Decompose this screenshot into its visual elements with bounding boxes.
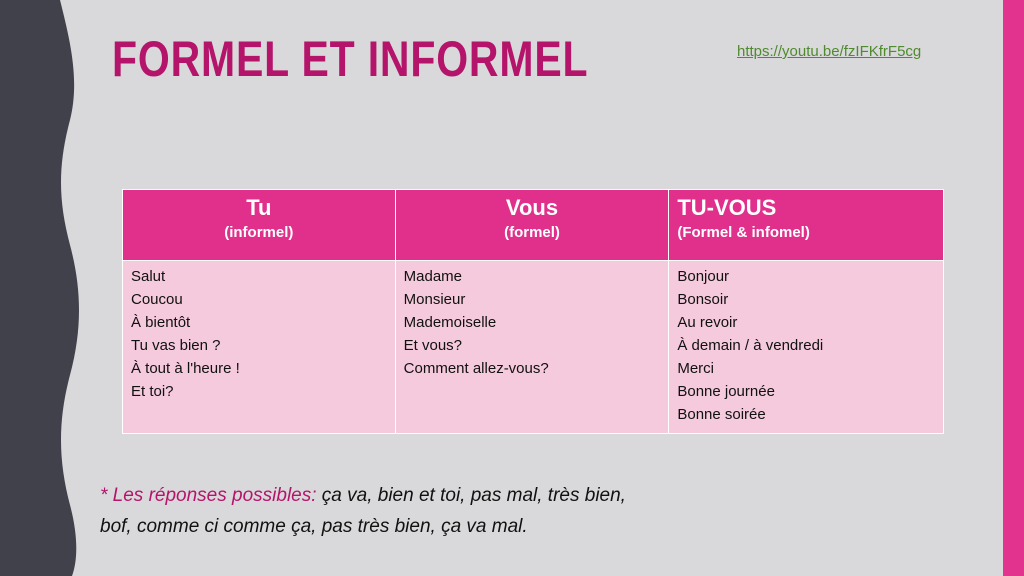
list-item: Bonjour xyxy=(677,268,730,285)
list-item: Bonne journée xyxy=(677,383,775,400)
slide-title: FORMEL ET INFORMEL xyxy=(112,31,589,87)
header-vous-subtitle: (formel) xyxy=(504,224,560,241)
header-tu-vous-subtitle: (Formel & infomel) xyxy=(677,224,810,241)
accent-bar xyxy=(1003,0,1024,576)
list-item: Comment allez-vous? xyxy=(403,360,549,377)
list-item: Madame xyxy=(403,268,463,285)
list-item: À bientôt xyxy=(131,314,191,331)
header-tu-vous-title: TU-VOUS xyxy=(677,195,777,220)
table-row xyxy=(123,261,944,434)
list-item: À tout à l'heure ! xyxy=(131,360,240,377)
wavy-sidebar-shape xyxy=(0,0,79,576)
list-item: Et toi? xyxy=(131,383,174,400)
list-item: À demain / à vendredi xyxy=(677,337,824,354)
list-item: Tu vas bien ? xyxy=(131,337,221,354)
list-item: Bonne soirée xyxy=(677,406,766,423)
list-item: Bonsoir xyxy=(677,291,729,308)
list-item: Merci xyxy=(677,360,715,377)
possible-answers-note xyxy=(100,480,660,542)
header-vous xyxy=(395,190,669,261)
vocabulary-table xyxy=(122,189,944,434)
header-vous-title: Vous xyxy=(505,195,559,220)
wavy-sidebar xyxy=(0,0,90,576)
list-item: Et vous? xyxy=(403,337,463,354)
list-item: Monsieur xyxy=(403,291,466,308)
column-tu-vous xyxy=(669,261,944,434)
list-item: Coucou xyxy=(131,291,183,308)
column-vous xyxy=(395,261,669,434)
note-text: ça va, bien et toi, pas mal, très bien, bof, comme ci comme ça, pas très bien, ça va mal. xyxy=(100,485,626,537)
header-tu-subtitle: (informel) xyxy=(224,224,294,241)
header-tu-title: Tu xyxy=(246,195,272,220)
list-item: Salut xyxy=(131,268,166,285)
youtube-link[interactable]: https://youtu.be/fzIFKfrF5cg xyxy=(737,43,922,60)
column-tu xyxy=(123,261,396,434)
table-header-row xyxy=(123,190,944,261)
header-tu-vous xyxy=(669,190,944,261)
list-item: Au revoir xyxy=(677,314,738,331)
note-lead: * Les réponses possibles: xyxy=(100,485,317,506)
header-tu xyxy=(123,190,396,261)
list-item: Mademoiselle xyxy=(403,314,497,331)
